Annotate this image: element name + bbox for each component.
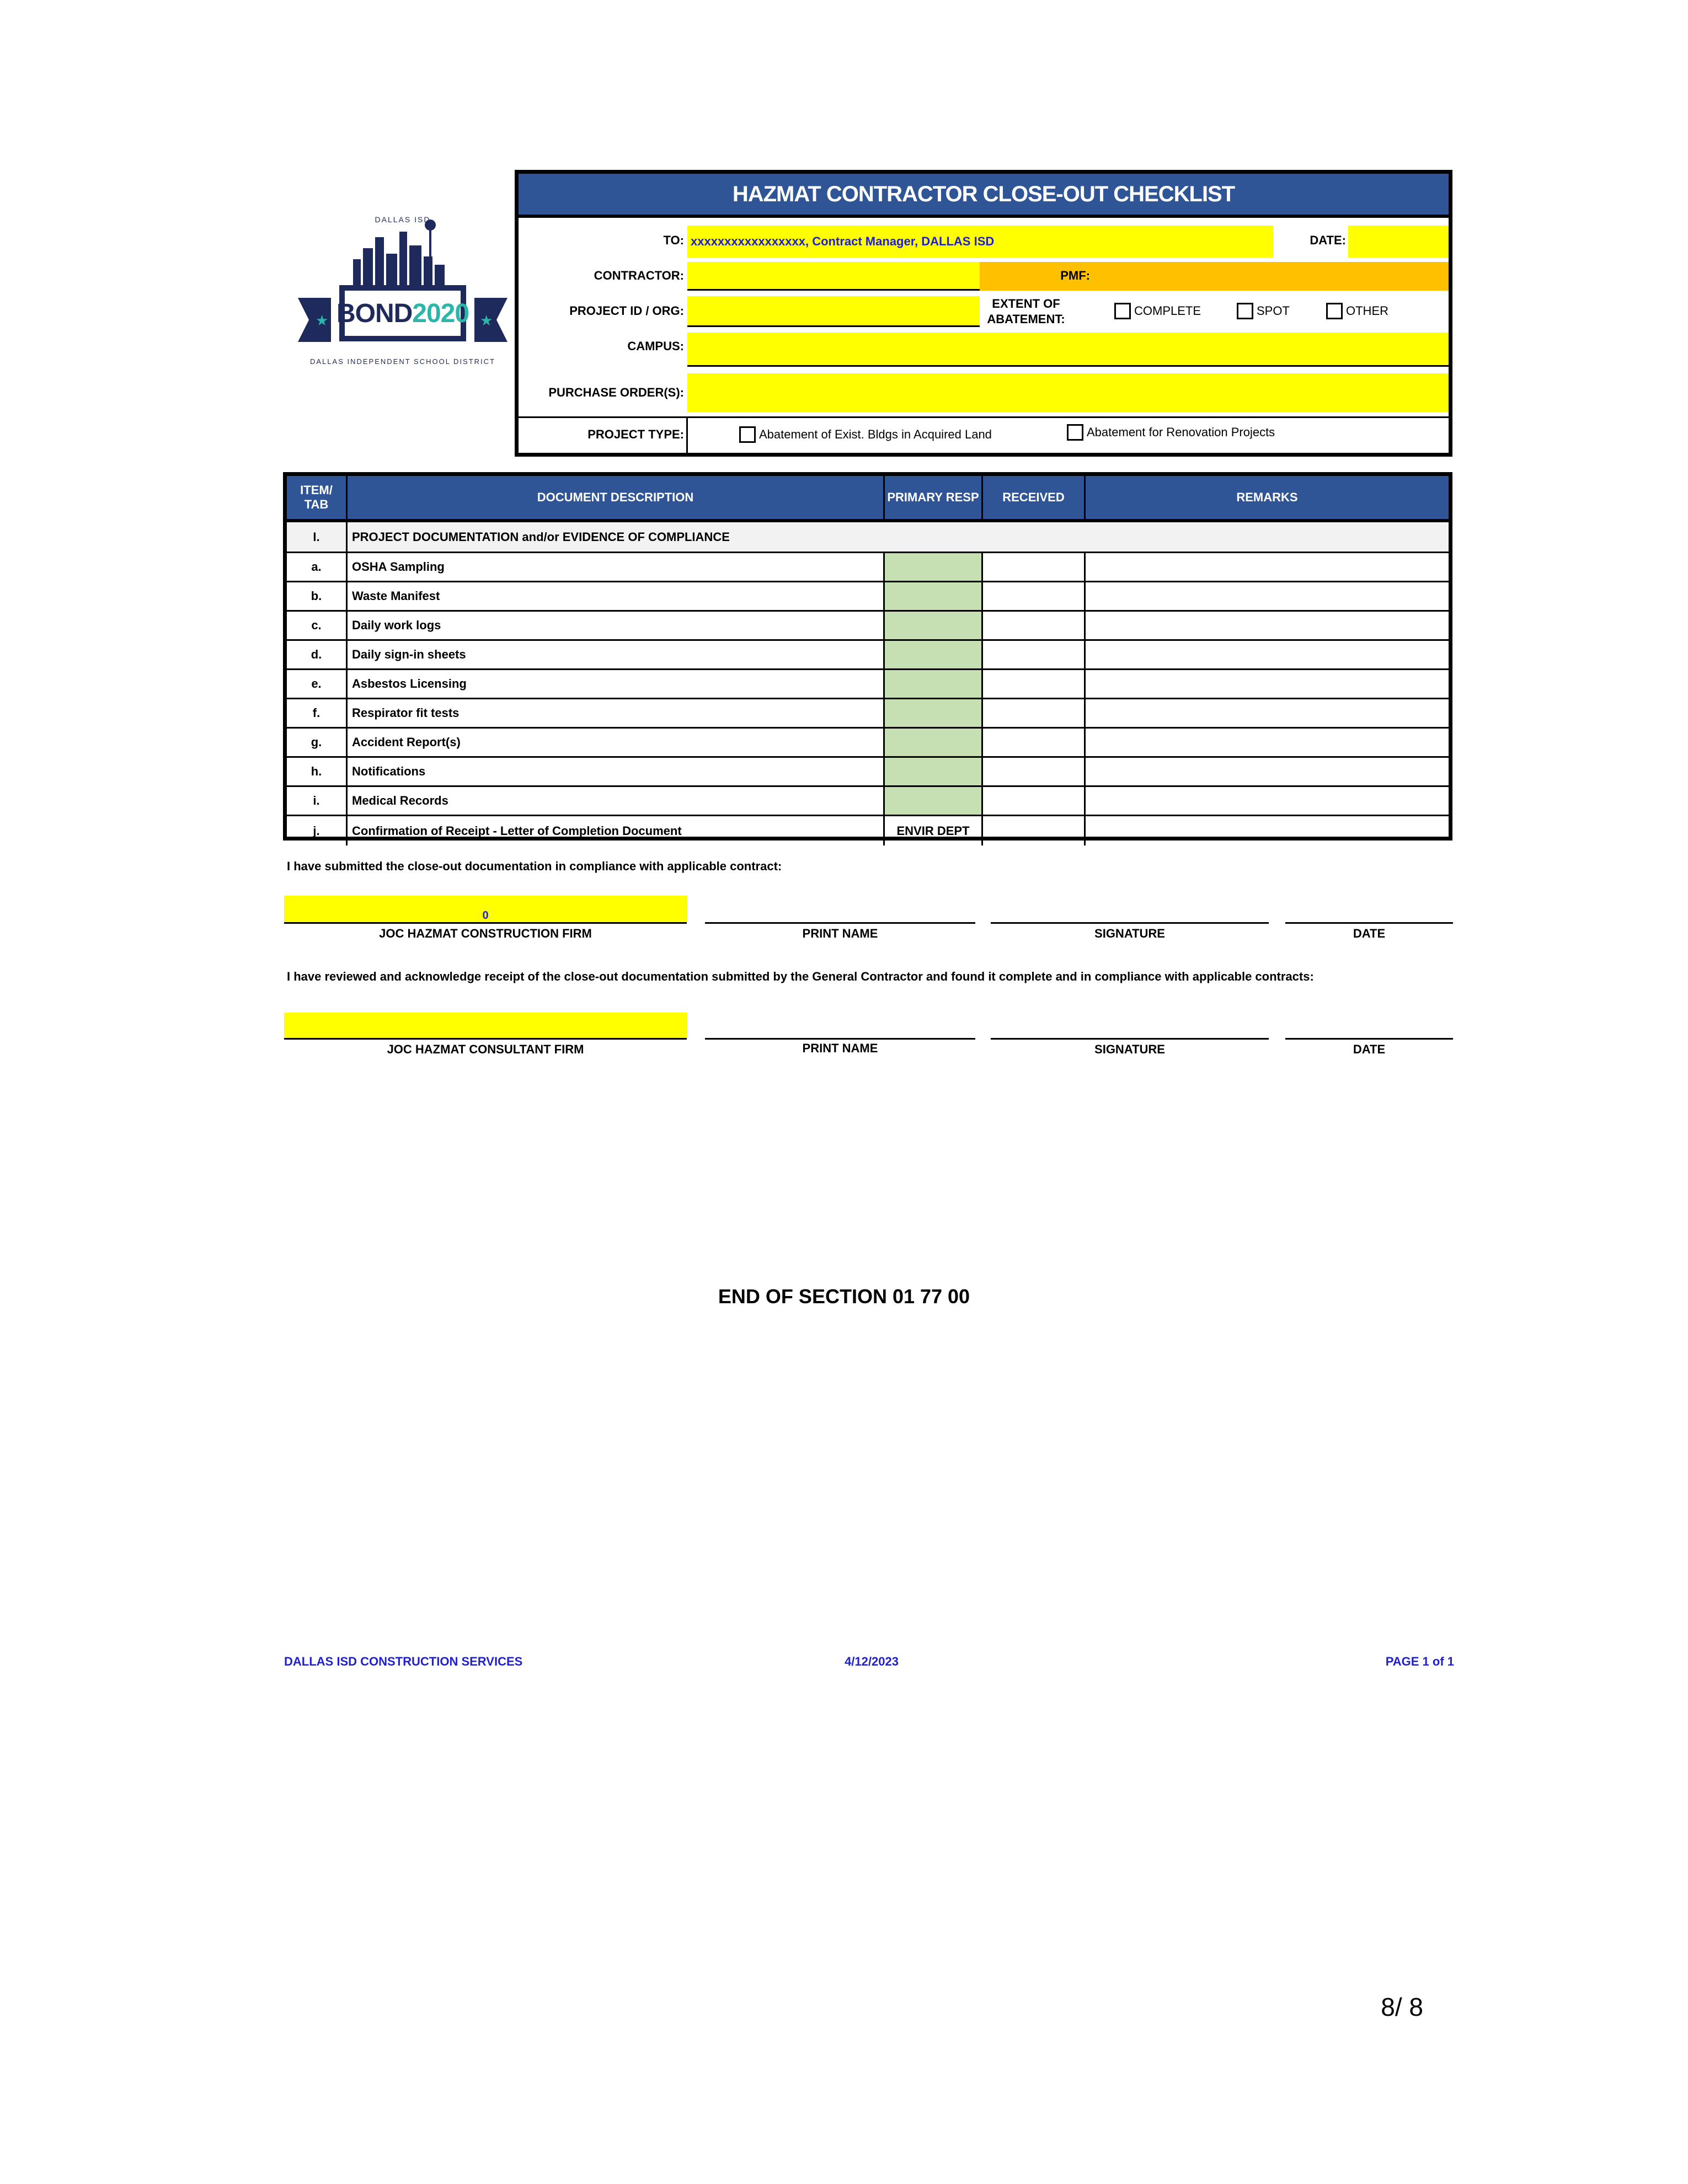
row-description: Accident Report(s) — [348, 729, 885, 756]
consultant-firm-label: JOC HAZMAT CONSULTANT FIRM — [387, 1042, 584, 1056]
row-remarks[interactable] — [1086, 699, 1449, 727]
row-received[interactable] — [983, 582, 1086, 610]
signature-line — [1285, 1038, 1453, 1040]
extent-other-option[interactable] — [1326, 303, 1388, 319]
table-row — [287, 787, 1449, 816]
header-description: DOCUMENT DESCRIPTION — [348, 476, 885, 519]
print-name-label: PRINT NAME — [802, 927, 878, 940]
table-row — [287, 670, 1449, 699]
project-type-acquired-option[interactable] — [739, 426, 992, 443]
header-item: ITEM/ TAB — [287, 476, 348, 519]
row-primary-resp[interactable] — [885, 758, 983, 785]
logo-top-text: DALLAS ISD — [375, 215, 431, 224]
row-received[interactable] — [983, 699, 1086, 727]
contractor-label: CONTRACTOR: — [594, 269, 684, 282]
footer-date: 4/12/2023 — [845, 1655, 899, 1668]
signature-line — [284, 922, 687, 924]
extent-label — [982, 296, 1070, 327]
certify-statement-2: I have reviewed and acknowledge receipt of the close-out documentation submitted by the General Contractor and found it complete and in compliance with applicable contracts: — [287, 970, 1314, 983]
date-label: DATE: — [1310, 233, 1346, 247]
row-description: Daily work logs — [348, 612, 885, 639]
extent-spot-checkbox[interactable] — [1237, 303, 1253, 319]
row-item: j. — [287, 816, 348, 845]
footer-left: DALLAS ISD CONSTRUCTION SERVICES — [284, 1655, 523, 1668]
row-description: Notifications — [348, 758, 885, 785]
row-remarks[interactable] — [1086, 670, 1449, 698]
extent-spot-label: SPOT — [1257, 304, 1290, 318]
date-field[interactable] — [1348, 226, 1449, 258]
extent-other-checkbox[interactable] — [1326, 303, 1343, 319]
logo-year-text: 2020 — [412, 298, 469, 328]
footer-page: PAGE 1 of 1 — [1385, 1655, 1454, 1668]
project-type-acquired-checkbox[interactable] — [739, 426, 756, 443]
row-item: e. — [287, 670, 348, 698]
project-type-acquired-label: Abatement of Exist. Bldgs in Acquired Land — [759, 427, 992, 441]
logo-bond-text: BOND — [336, 298, 413, 328]
contractor-field[interactable] — [687, 262, 980, 291]
row-remarks[interactable] — [1086, 612, 1449, 639]
row-item: h. — [287, 758, 348, 785]
row-description: Waste Manifest — [348, 582, 885, 610]
header-remarks: REMARKS — [1236, 490, 1298, 504]
table-row — [287, 758, 1449, 787]
divider — [686, 418, 688, 453]
project-id-label: PROJECT ID / ORG: — [569, 304, 684, 318]
pmf-label: PMF: — [1060, 269, 1090, 282]
row-primary-resp[interactable] — [885, 612, 983, 639]
row-received[interactable] — [983, 787, 1086, 815]
header-received: RECEIVED — [983, 476, 1086, 519]
row-remarks[interactable] — [1086, 641, 1449, 668]
campus-label: CAMPUS: — [627, 339, 684, 353]
table-row — [287, 729, 1449, 758]
page-number: 8/ 8 — [1381, 1993, 1423, 2021]
signature-label: SIGNATURE — [1094, 927, 1165, 940]
row-remarks[interactable] — [1086, 553, 1449, 581]
extent-complete-option[interactable] — [1114, 303, 1201, 319]
bond-2020-logo — [298, 215, 508, 375]
row-primary-resp[interactable] — [885, 699, 983, 727]
table-header-row — [287, 476, 1449, 522]
extent-label-line-2: ABATEMENT: — [987, 312, 1065, 326]
row-description: Confirmation of Receipt - Letter of Completion Document — [348, 816, 885, 845]
header-primary-resp: PRIMARY RESP — [885, 476, 983, 519]
purchase-order-field[interactable] — [687, 373, 1449, 412]
row-received[interactable] — [983, 816, 1086, 845]
extent-complete-checkbox[interactable] — [1114, 303, 1131, 319]
signature-line — [284, 1038, 687, 1040]
table-row — [287, 641, 1449, 670]
row-primary-resp[interactable] — [885, 670, 983, 698]
row-item: b. — [287, 582, 348, 610]
extent-spot-option[interactable] — [1237, 303, 1290, 319]
row-received[interactable] — [983, 729, 1086, 756]
row-primary-resp[interactable] — [885, 582, 983, 610]
table-row — [287, 553, 1449, 582]
project-type-renovation-label: Abatement for Renovation Projects — [1087, 425, 1275, 439]
row-description: Asbestos Licensing — [348, 670, 885, 698]
row-remarks[interactable] — [1086, 787, 1449, 815]
row-primary-resp[interactable]: ENVIR DEPT — [885, 816, 983, 845]
campus-field[interactable] — [687, 333, 1449, 367]
checklist-header — [515, 170, 1452, 457]
extent-complete-label: COMPLETE — [1134, 304, 1201, 318]
row-description: Daily sign-in sheets — [348, 641, 885, 668]
project-type-renovation-checkbox[interactable] — [1067, 424, 1083, 441]
row-received[interactable] — [983, 641, 1086, 668]
table-row — [287, 612, 1449, 641]
extent-other-label: OTHER — [1346, 304, 1388, 318]
row-item: c. — [287, 612, 348, 639]
section-title: PROJECT DOCUMENTATION and/or EVIDENCE OF COMPLIANCE — [352, 529, 730, 544]
row-item: d. — [287, 641, 348, 668]
construction-firm-value: 0 — [482, 909, 489, 922]
project-type-label: PROJECT TYPE: — [587, 427, 684, 441]
row-remarks[interactable] — [1086, 758, 1449, 785]
svg-text:★: ★ — [480, 313, 493, 329]
row-item: a. — [287, 553, 348, 581]
row-description: Medical Records — [348, 787, 885, 815]
svg-text:★: ★ — [316, 313, 329, 329]
consultant-firm-field[interactable] — [284, 1013, 687, 1038]
construction-firm-field[interactable] — [284, 896, 687, 922]
document-checklist-table — [283, 472, 1452, 841]
checklist-title: HAZMAT CONTRACTOR CLOSE-OUT CHECKLIST — [519, 174, 1449, 218]
date-label: DATE — [1353, 927, 1386, 940]
to-field[interactable] — [687, 226, 1273, 258]
to-label: TO: — [663, 233, 684, 247]
certify-statement-1: I have submitted the close-out documentation in compliance with applicable contract: — [287, 859, 782, 873]
row-item: i. — [287, 787, 348, 815]
row-received[interactable] — [983, 553, 1086, 581]
end-of-section: END OF SECTION 01 77 00 — [718, 1285, 970, 1308]
divider — [519, 416, 1449, 418]
row-remarks[interactable] — [1086, 729, 1449, 756]
row-item: f. — [287, 699, 348, 727]
date-label: DATE — [1353, 1042, 1386, 1056]
project-id-field[interactable] — [687, 296, 980, 327]
row-remarks[interactable] — [1086, 582, 1449, 610]
signature-line — [1285, 922, 1453, 924]
project-type-renovation-option[interactable] — [1067, 424, 1275, 441]
row-primary-resp[interactable] — [885, 553, 983, 581]
pmf-field[interactable] — [980, 262, 1449, 291]
logo-bottom-text: DALLAS INDEPENDENT SCHOOL DISTRICT — [310, 357, 495, 366]
row-received[interactable] — [983, 612, 1086, 639]
row-description: OSHA Sampling — [348, 553, 885, 581]
section-row — [287, 522, 1449, 553]
row-primary-resp[interactable] — [885, 787, 983, 815]
row-received[interactable] — [983, 758, 1086, 785]
print-name-label: PRINT NAME — [802, 1041, 878, 1055]
row-item: g. — [287, 729, 348, 756]
row-primary-resp[interactable] — [885, 729, 983, 756]
construction-firm-label: JOC HAZMAT CONSTRUCTION FIRM — [379, 927, 592, 940]
extent-label-line-1: EXTENT OF — [992, 297, 1060, 311]
signature-line — [991, 1038, 1269, 1040]
signature-line — [705, 922, 975, 924]
signature-line — [991, 922, 1269, 924]
to-value: xxxxxxxxxxxxxxxxx, Contract Manager, DALLAS ISD — [691, 234, 995, 248]
logo-main-text — [336, 292, 469, 334]
row-remarks[interactable] — [1086, 816, 1449, 845]
table-row — [287, 816, 1449, 845]
row-received[interactable] — [983, 670, 1086, 698]
row-primary-resp[interactable] — [885, 641, 983, 668]
row-description: Respirator fit tests — [348, 699, 885, 727]
table-row — [287, 582, 1449, 612]
purchase-order-label: PURCHASE ORDER(S): — [548, 386, 684, 399]
signature-line — [705, 1038, 975, 1040]
section-item: I. — [287, 522, 348, 552]
table-row — [287, 699, 1449, 729]
signature-label: SIGNATURE — [1094, 1042, 1165, 1056]
